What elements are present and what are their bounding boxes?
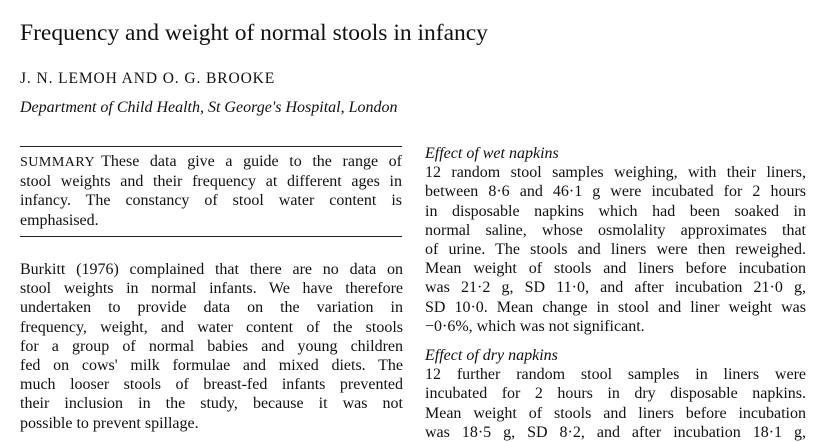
summary-label: SUMMARY — [20, 155, 96, 170]
wet-line: 12 random stool samples weighing, with their liners, — [425, 164, 806, 182]
authors: J. N. LEMOH AND O. G. BROOKE — [20, 70, 276, 87]
intro-line: stool weights in normal infants. We have therefore — [20, 280, 403, 298]
affiliation: Department of Child Health, St George's Hospital, London — [20, 99, 398, 116]
intro-line: frequency, weight, and water content of the stools — [20, 318, 403, 336]
dry-line: 12 further random stool samples in liners were — [425, 366, 806, 384]
intro-paragraph — [20, 260, 403, 433]
right-column — [425, 144, 806, 442]
wet-napkins-heading: Effect of wet napkins — [425, 145, 559, 162]
summary-line: emphasised. — [20, 211, 99, 229]
wet-line: Mean weight of stools and liners before incubation — [425, 260, 806, 278]
intro-line: fed on cows' milk formulae and mixed diets. The — [20, 357, 403, 375]
wet-line: was 21·2 g, SD 11·0, and after incubation 21·0 g, — [425, 279, 806, 297]
summary-line: infancy. The constancy of stool water content is — [20, 192, 402, 210]
summary-bottom-rule — [20, 236, 402, 237]
article-title: Frequency and weight of normal stools in infancy — [20, 20, 488, 46]
dry-line: incubated for 2 hours in dry disposable napkins. — [425, 385, 806, 403]
wet-line: −0·6%, which was not significant. — [425, 317, 645, 335]
wet-line: normal saline, whose osmolality approximates that — [425, 221, 806, 239]
intro-line: much looser stools of breast-fed infants prevented — [20, 376, 403, 394]
intro-line: undertaken to provide data on the variation in — [20, 299, 403, 317]
dry-line: Mean weight of stools and liners before incubation — [425, 404, 806, 422]
summary-line: SUMMARY These data give a guide to the range of — [20, 153, 402, 170]
dry-napkins-heading: Effect of dry napkins — [425, 347, 558, 365]
wet-line: of urine. The stools and liners were then reweighed. — [425, 241, 806, 259]
intro-line: their inclusion in the study, because it was not — [20, 395, 403, 413]
summary-line: stool weights and their frequency at different ages in — [20, 173, 402, 191]
dry-line: was 18·5 g, SD 8·2, and after incubation 18·1 g, — [425, 423, 806, 441]
summary-block — [20, 152, 402, 230]
wet-line: SD 10·0. Mean change in stool and liner weight was — [425, 298, 806, 316]
intro-line: possible to prevent spillage. — [20, 414, 199, 432]
intro-line: for a group of normal babies and young children — [20, 337, 403, 355]
summary-top-rule — [20, 146, 402, 147]
intro-line: Burkitt (1976) complained that there are no data on — [20, 261, 403, 278]
wet-line: between 8·6 and 46·1 g were incubated for 2 hours — [425, 183, 806, 201]
wet-line: in disposable napkins which had been soaked in — [425, 202, 806, 220]
